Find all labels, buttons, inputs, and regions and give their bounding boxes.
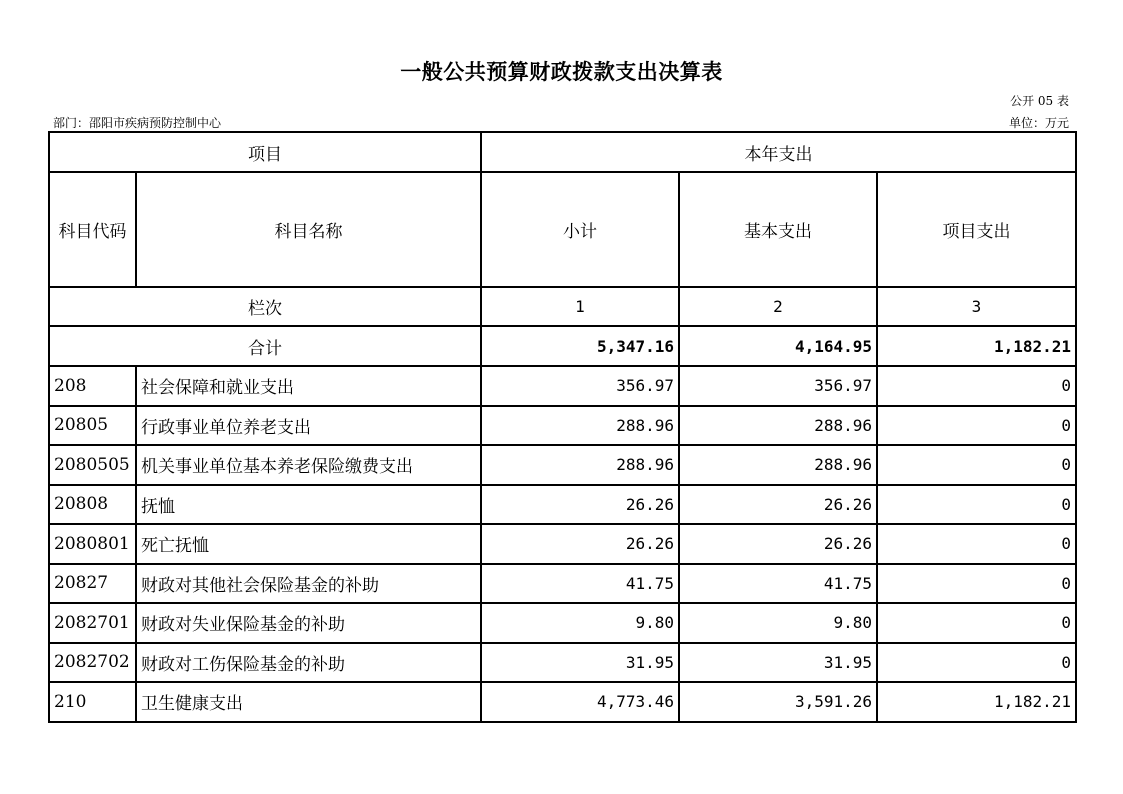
report-title: 一般公共预算财政拨款支出决算表 (400, 60, 723, 84)
form-number: 公开 05 表 (1010, 94, 1069, 108)
row-name: 社会保障和就业支出 (136, 366, 481, 406)
row-project: 0 (877, 406, 1076, 446)
total-subtotal: 5,347.16 (481, 326, 679, 366)
row-code: 20808 (49, 485, 136, 525)
header-row-2 (49, 172, 1076, 287)
row-code: 2080801 (49, 524, 136, 564)
table-row (49, 564, 1076, 604)
table-row (49, 406, 1076, 446)
row-name: 财政对失业保险基金的补助 (136, 603, 481, 643)
row-name: 卫生健康支出 (136, 682, 481, 722)
column-order-label: 栏次 (49, 287, 481, 326)
row-project: 0 (877, 603, 1076, 643)
row-name: 行政事业单位养老支出 (136, 406, 481, 446)
row-basic: 3,591.26 (679, 682, 877, 722)
row-name: 财政对工伤保险基金的补助 (136, 643, 481, 683)
row-code: 2080505 (49, 445, 136, 485)
row-code: 2082702 (49, 643, 136, 683)
unit-label: 单位：万元 (1008, 116, 1069, 130)
row-name: 机关事业单位基本养老保险缴费支出 (136, 445, 481, 485)
header-basic: 基本支出 (679, 172, 877, 287)
row-code: 20805 (49, 406, 136, 446)
total-row (49, 326, 1076, 366)
row-project: 0 (877, 524, 1076, 564)
total-project: 1,182.21 (877, 326, 1076, 366)
row-project: 0 (877, 366, 1076, 406)
row-subtotal: 288.96 (481, 445, 679, 485)
header-row-1 (49, 132, 1076, 172)
row-code: 210 (49, 682, 136, 722)
table-row (49, 603, 1076, 643)
row-name: 死亡抚恤 (136, 524, 481, 564)
row-name: 财政对其他社会保险基金的补助 (136, 564, 481, 604)
row-basic: 31.95 (679, 643, 877, 683)
department-label: 部门：邵阳市疾病预防控制中心 (53, 116, 222, 130)
header-code: 科目代码 (49, 172, 136, 287)
column-order-2: 2 (679, 287, 877, 326)
row-code: 2082701 (49, 603, 136, 643)
column-order-1: 1 (481, 287, 679, 326)
expenditure-table (48, 131, 1077, 723)
table-row (49, 524, 1076, 564)
row-basic: 288.96 (679, 406, 877, 446)
row-project: 0 (877, 564, 1076, 604)
row-project: 0 (877, 445, 1076, 485)
header-subtotal: 小计 (481, 172, 679, 287)
row-subtotal: 356.97 (481, 366, 679, 406)
row-project: 0 (877, 643, 1076, 683)
total-basic: 4,164.95 (679, 326, 877, 366)
column-order-3: 3 (877, 287, 1076, 326)
header-project: 项目支出 (877, 172, 1076, 287)
row-basic: 9.80 (679, 603, 877, 643)
header-current-year: 本年支出 (481, 132, 1076, 172)
header-name: 科目名称 (136, 172, 481, 287)
table-row (49, 445, 1076, 485)
row-subtotal: 26.26 (481, 485, 679, 525)
row-basic: 26.26 (679, 485, 877, 525)
row-code: 20827 (49, 564, 136, 604)
row-subtotal: 41.75 (481, 564, 679, 604)
column-order-row (49, 287, 1076, 326)
total-label: 合计 (49, 326, 481, 366)
row-basic: 26.26 (679, 524, 877, 564)
row-subtotal: 31.95 (481, 643, 679, 683)
row-project: 1,182.21 (877, 682, 1076, 722)
row-basic: 41.75 (679, 564, 877, 604)
table-row (49, 485, 1076, 525)
row-subtotal: 288.96 (481, 406, 679, 446)
table-row (49, 366, 1076, 406)
row-code: 208 (49, 366, 136, 406)
row-subtotal: 26.26 (481, 524, 679, 564)
table-row (49, 682, 1076, 722)
row-name: 抚恤 (136, 485, 481, 525)
row-subtotal: 9.80 (481, 603, 679, 643)
row-basic: 356.97 (679, 366, 877, 406)
header-item: 项目 (49, 132, 481, 172)
row-basic: 288.96 (679, 445, 877, 485)
row-subtotal: 4,773.46 (481, 682, 679, 722)
row-project: 0 (877, 485, 1076, 525)
table-row (49, 643, 1076, 683)
